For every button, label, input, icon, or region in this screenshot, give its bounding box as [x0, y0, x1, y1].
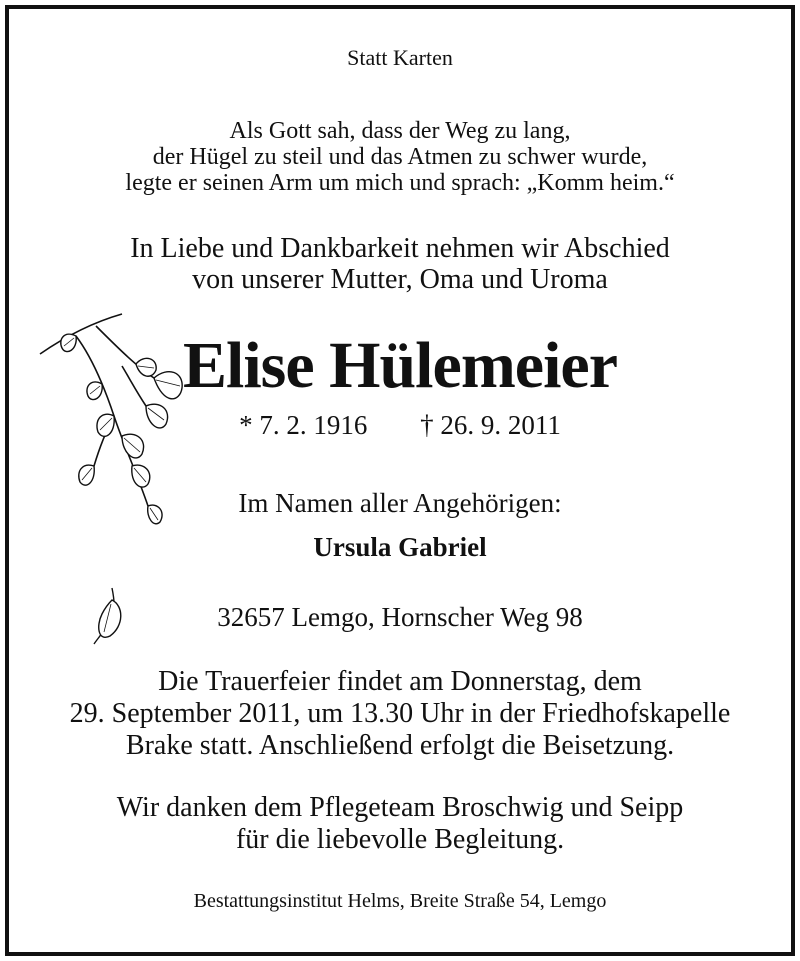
funeral-line-3: Brake statt. Anschließend erfolgt die Beisetzung. — [125, 730, 675, 761]
thanks-line-2: für die liebevolle Begleitung. — [235, 824, 565, 855]
deceased-name: Elise Hülemeier — [182, 329, 618, 402]
verse-line-1: Als Gott sah, dass der Weg zu lang, — [229, 118, 571, 144]
death-date: † 26. 9. 2011 — [420, 410, 561, 440]
farewell-line-2: von unserer Mutter, Oma und Uroma — [192, 264, 608, 295]
funeral-line-2: 29. September 2011, um 13.30 Uhr in der Friedhofskapelle — [69, 698, 731, 729]
undertaker-text: Bestattungsinstitut Helms, Breite Straße 54, Lemgo — [193, 890, 607, 912]
thanks-line-1: Wir danken dem Pflegeteam Broschwig und Seipp — [116, 792, 684, 823]
verse-line-3: legte er seinen Arm um mich und sprach: „Komm heim.“ — [125, 170, 675, 196]
verse-line-2: der Hügel zu steil und das Atmen zu schwer wurde, — [152, 144, 648, 170]
life-dates — [0, 410, 800, 441]
funeral-line-1: Die Trauerfeier findet am Donnerstag, dem — [158, 666, 642, 697]
on-behalf-text: Im Namen aller Angehörigen: — [238, 488, 562, 518]
header-text: Statt Karten — [347, 45, 453, 70]
signer-name: Ursula Gabriel — [313, 532, 487, 562]
birth-date: * 7. 2. 1916 — [239, 410, 368, 440]
farewell-line-1: In Liebe und Dankbarkeit nehmen wir Abschied — [130, 233, 670, 264]
address-text: 32657 Lemgo, Hornscher Weg 98 — [217, 602, 583, 632]
